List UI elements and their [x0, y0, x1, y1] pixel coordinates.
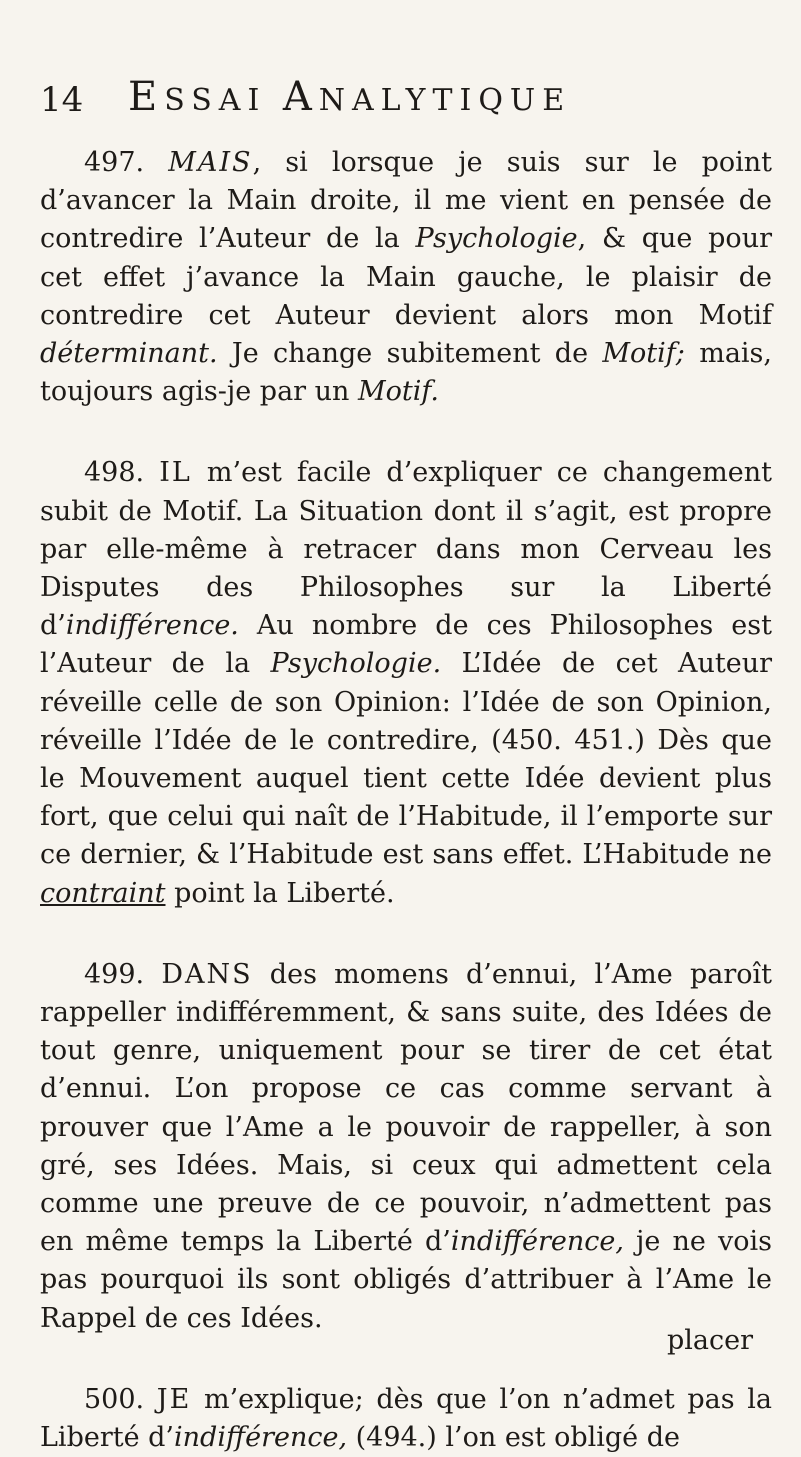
italic-term: Psychologie. — [270, 648, 442, 680]
paragraph-text: Je change subitement de — [217, 338, 603, 370]
paragraph-497 — [40, 144, 772, 411]
catchword: placer — [666, 1325, 753, 1356]
paragraph-text: mais, toujours agis-je par un — [40, 338, 772, 408]
paragraph-text: Au nombre de ces Philosophes est l’Auteur de la — [40, 610, 772, 680]
paragraph-498 — [40, 454, 772, 912]
paragraph-lead-word: JE — [156, 1383, 192, 1415]
running-head-word-1: SSAI — [164, 83, 283, 118]
paragraph-number: 497. — [84, 147, 145, 178]
paragraph-lead-word: DANS — [161, 958, 253, 990]
italic-term: Motif. — [358, 376, 440, 408]
page-number: 14 — [40, 80, 84, 120]
italic-term: indifférence, — [174, 1422, 348, 1454]
paragraph-499 — [40, 956, 772, 1338]
paragraph-text: , si lorsque je suis sur le point d’avancer la Main droite, il me vient en pensée de contredire l’Auteur de la — [40, 147, 772, 255]
paragraph-text: L’Idée de cet Auteur réveille celle de son Opinion: l’Idée de son Opinion, réveille l’Idée de le contredire, (450. 451.) Dès que le Mouvement auquel tient cette Idée devient plus fort, que celui qui naît de l’Habitude, il l’emporte sur ce dernier, & l’Habitude est sans effet. L’Habitude ne — [40, 648, 772, 871]
paragraph-number: 499. — [84, 958, 145, 990]
paragraph-text: m’explique; dès que l’on n’admet pas la Liberté d’ — [40, 1383, 772, 1454]
italic-term: indifférence, — [450, 1226, 624, 1258]
paragraph-lead-word: MAIS — [168, 147, 253, 178]
paragraph-number: 498. — [84, 457, 145, 489]
running-head — [128, 74, 571, 120]
running-head-initial-1: E — [128, 74, 165, 120]
paragraph-lead-word: IL — [159, 457, 192, 489]
italic-term: Motif; — [602, 338, 685, 370]
paragraph-text: des momens d’ennui, l’Ame paroît rappeller indifféremment, & sans suite, des Idées de tout genre, uniquement pour se tirer de cet état d’ennui. L’on propose ce cas comme servant à prouver que l’Ame a le pouvoir de rappeller, à son gré, ses Idées. Mais, si ceux qui admettent cela comme une preuve de ce pouvoir, n’admettent pas en même temps la Liberté d’ — [40, 958, 772, 1258]
underlined-term: contraint — [40, 877, 166, 909]
paragraph-text: point la Liberté. — [165, 877, 395, 909]
paragraph-text: (494.) l’on est obligé de — [347, 1422, 681, 1454]
italic-term: déterminant. — [40, 338, 218, 370]
running-head-initial-2: A — [282, 74, 319, 120]
italic-term: indifférence. — [65, 610, 239, 642]
paragraph-text: je ne vois pas pourquoi ils sont obligés d’attribuer à l’Ame le Rappel de ces Idées. — [40, 1226, 772, 1334]
italic-term: Psychologie — [415, 223, 578, 255]
paragraph-text: m’est facile d’expliquer ce changement subit de Motif. La Situation dont il s’agit, est propre par elle-même à retracer dans mon Cerveau les Disputes des Philosophes sur la Liberté d’ — [40, 457, 772, 642]
page-header — [40, 72, 780, 132]
paragraph-500 — [40, 1381, 772, 1457]
paragraph-text: , & que pour cet effet j’avance la Main gauche, le plaisir de contredire cet Auteur devient alors mon Motif — [40, 223, 772, 331]
page-body — [40, 144, 772, 1457]
running-head-word-2: NALYTIQUE — [318, 83, 572, 118]
paragraph-number: 500. — [84, 1383, 145, 1415]
